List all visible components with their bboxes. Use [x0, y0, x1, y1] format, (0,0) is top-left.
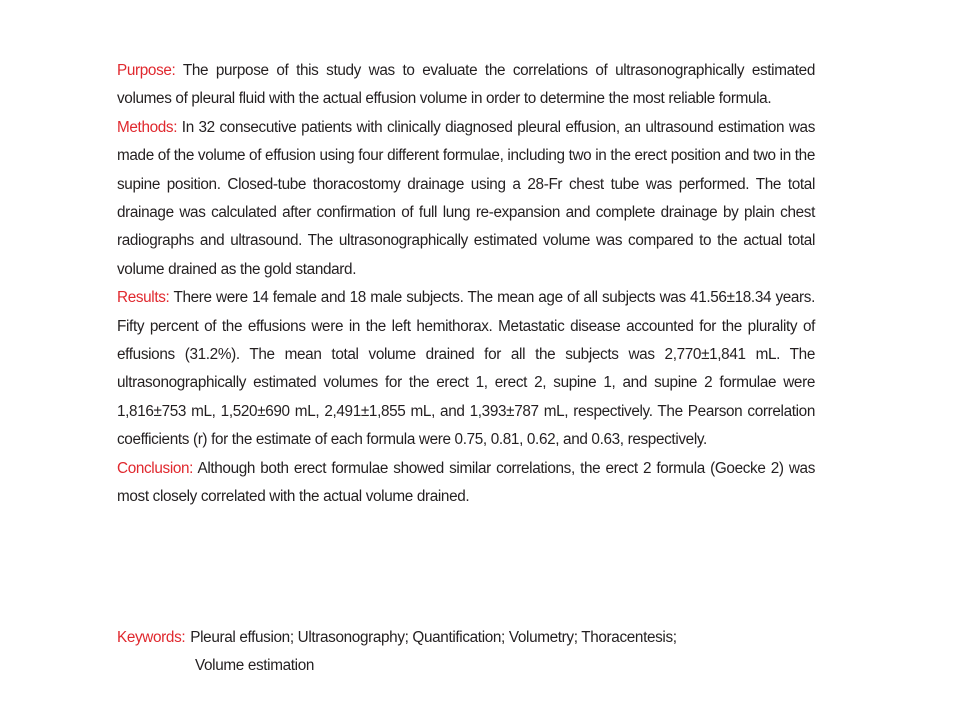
purpose-text: The purpose of this study was to evaluate the correlations of ultrasonographically estimated volumes of pleural fluid with the actual effusion volume in order to determine the most reliable formula. — [117, 62, 815, 108]
conclusion-label: Conclusion: — [117, 459, 194, 477]
abstract-body — [117, 57, 815, 512]
conclusion-text: Although both erect formulae showed similar correlations, the erect 2 formula (Goecke 2) was most closely correlated with the actual volume drained. — [117, 459, 815, 506]
results-label: Results: — [117, 289, 170, 307]
conclusion-paragraph — [117, 455, 815, 512]
results-paragraph — [117, 284, 815, 454]
purpose-paragraph — [117, 57, 815, 114]
methods-paragraph — [117, 114, 815, 284]
keywords-line-1: Pleural effusion; Ultrasonography; Quantification; Volumetry; Thoracentesis; — [190, 629, 677, 646]
results-text: There were 14 female and 18 male subjects. The mean age of all subjects was 41.56±18.34 years. Fifty percent of the effusions were in the left hemithorax. Metastatic disease accounted for the plurality of effusions (31.2%). The mean total volume drained for all the subjects was 2,770±1,841 mL. The ultrasonographically estimated volumes for the erect 1, erect 2, supine 1, and supine 2 formulae were 1,816±753 mL, 1,520±690 mL, 2,491±1,855 mL, and 1,393±787 mL, respectively. The Pearson correlation coefficients (r) for the estimate of each formula were 0.75, 0.81, 0.62, and 0.63, respectively. — [117, 289, 816, 449]
purpose-label: Purpose: — [117, 62, 176, 79]
methods-label: Methods: — [117, 118, 178, 136]
keywords-label: Keywords: — [117, 629, 186, 646]
keywords-row — [117, 624, 817, 652]
methods-text: In 32 consecutive patients with clinically diagnosed pleural effusion, an ultrasound estimation was made of the volume of effusion using four different formulae, including two in the erect position and two in the supine position. Closed-tube thoracostomy drainage using a 28-Fr chest tube was performed. The total drainage was calculated after confirmation of full lung re-expansion and complete drainage by plain chest radiographs and ultrasound. The ultrasonographically estimated volume was compared to the actual total volume drained as the gold standard. — [117, 118, 815, 278]
keywords-line-2: Volume estimation — [195, 657, 315, 675]
keywords-section — [117, 624, 817, 681]
